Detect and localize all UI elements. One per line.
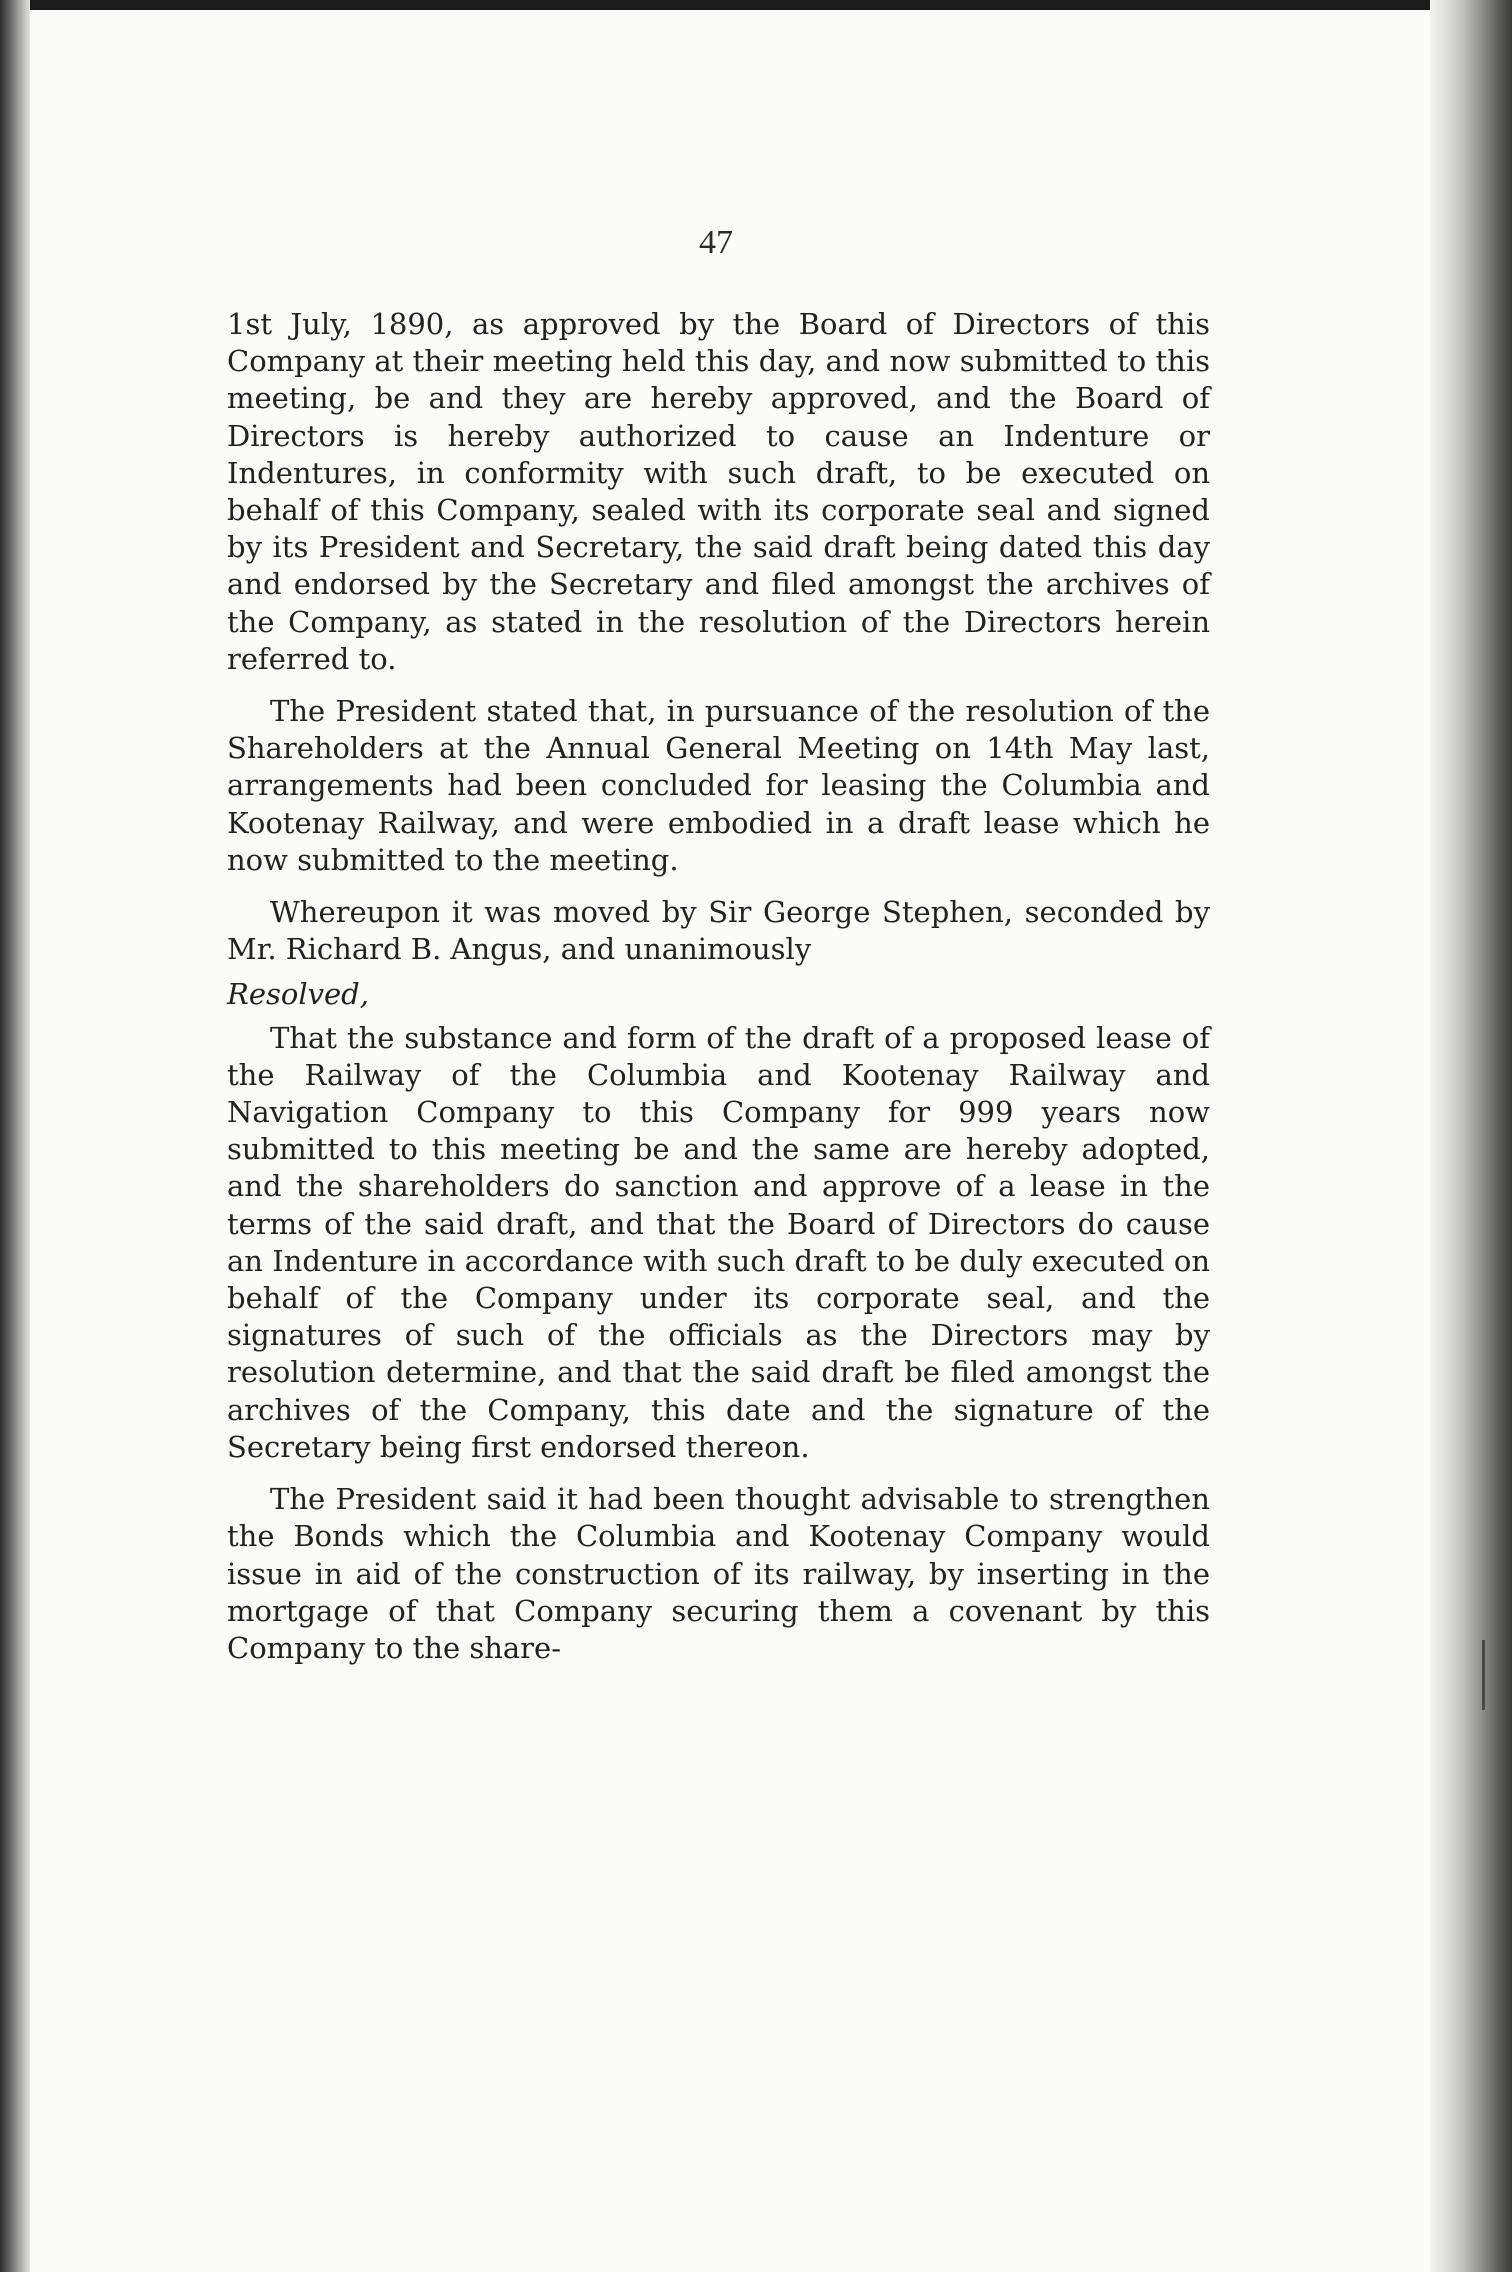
resolved-heading: Resolved, [227, 977, 369, 1012]
paragraph-president-statement: The President stated that, in pursuance of the resolution of the Shareholders at the Annual General Meeting on 14th May last, arrangements had been concluded for leasing the Columbia and Kootenay Railway, and were embodied in a draft lease which he now submitted to the meeting. [227, 694, 1210, 877]
paragraph-bonds: The President said it had been thought advisable to strengthen the Bonds which the Columbia and Kootenay Company would issue in aid of the construction of its railway, by inserting in the mortgage of that Company securing them a covenant by this Company to the share- [227, 1482, 1210, 1665]
right-edge-mark [1482, 1640, 1485, 1710]
paragraph-continuation: 1st July, 1890, as approved by the Board of Directors of this Company at their meeting held this day, and now submitted to this meeting, be and they are hereby approved, and the Board of Directors is hereby authorized to cause an Indenture or Indentures, in conformity with such draft, to be executed on behalf of this Company, sealed with its corporate seal and signed by its President and Secretary, the said draft being dated this day and endorsed by the Secretary and filed amongst the archives of the Company, as stated in the resolution of the Directors herein referred to. [227, 307, 1210, 676]
body-text [227, 306, 1210, 1667]
left-binding-edge [0, 0, 30, 2272]
right-page-edge [1430, 0, 1512, 2272]
paragraph-motion: Whereupon it was moved by Sir George Stephen, seconded by Mr. Richard B. Angus, and unanimously [227, 895, 1210, 967]
top-page-edge [0, 0, 1512, 10]
page-number: 47 [699, 224, 733, 261]
paragraph-resolution: That the substance and form of the draft of a proposed lease of the Railway of the Columbia and Kootenay Railway and Navigation Company to this Company for 999 years now submitted to this meeting be and the same are hereby adopted, and the shareholders do sanction and approve of a lease in the terms of the said draft, and that the Board of Directors do cause an Indenture in accordance with such draft to be duly executed on behalf of the Company under its corporate seal, and the signatures of such of the officials as the Directors may by resolution determine, and that the said draft be filed amongst the archives of the Company, this date and the signature of the Secretary being first endorsed thereon. [227, 1020, 1210, 1464]
